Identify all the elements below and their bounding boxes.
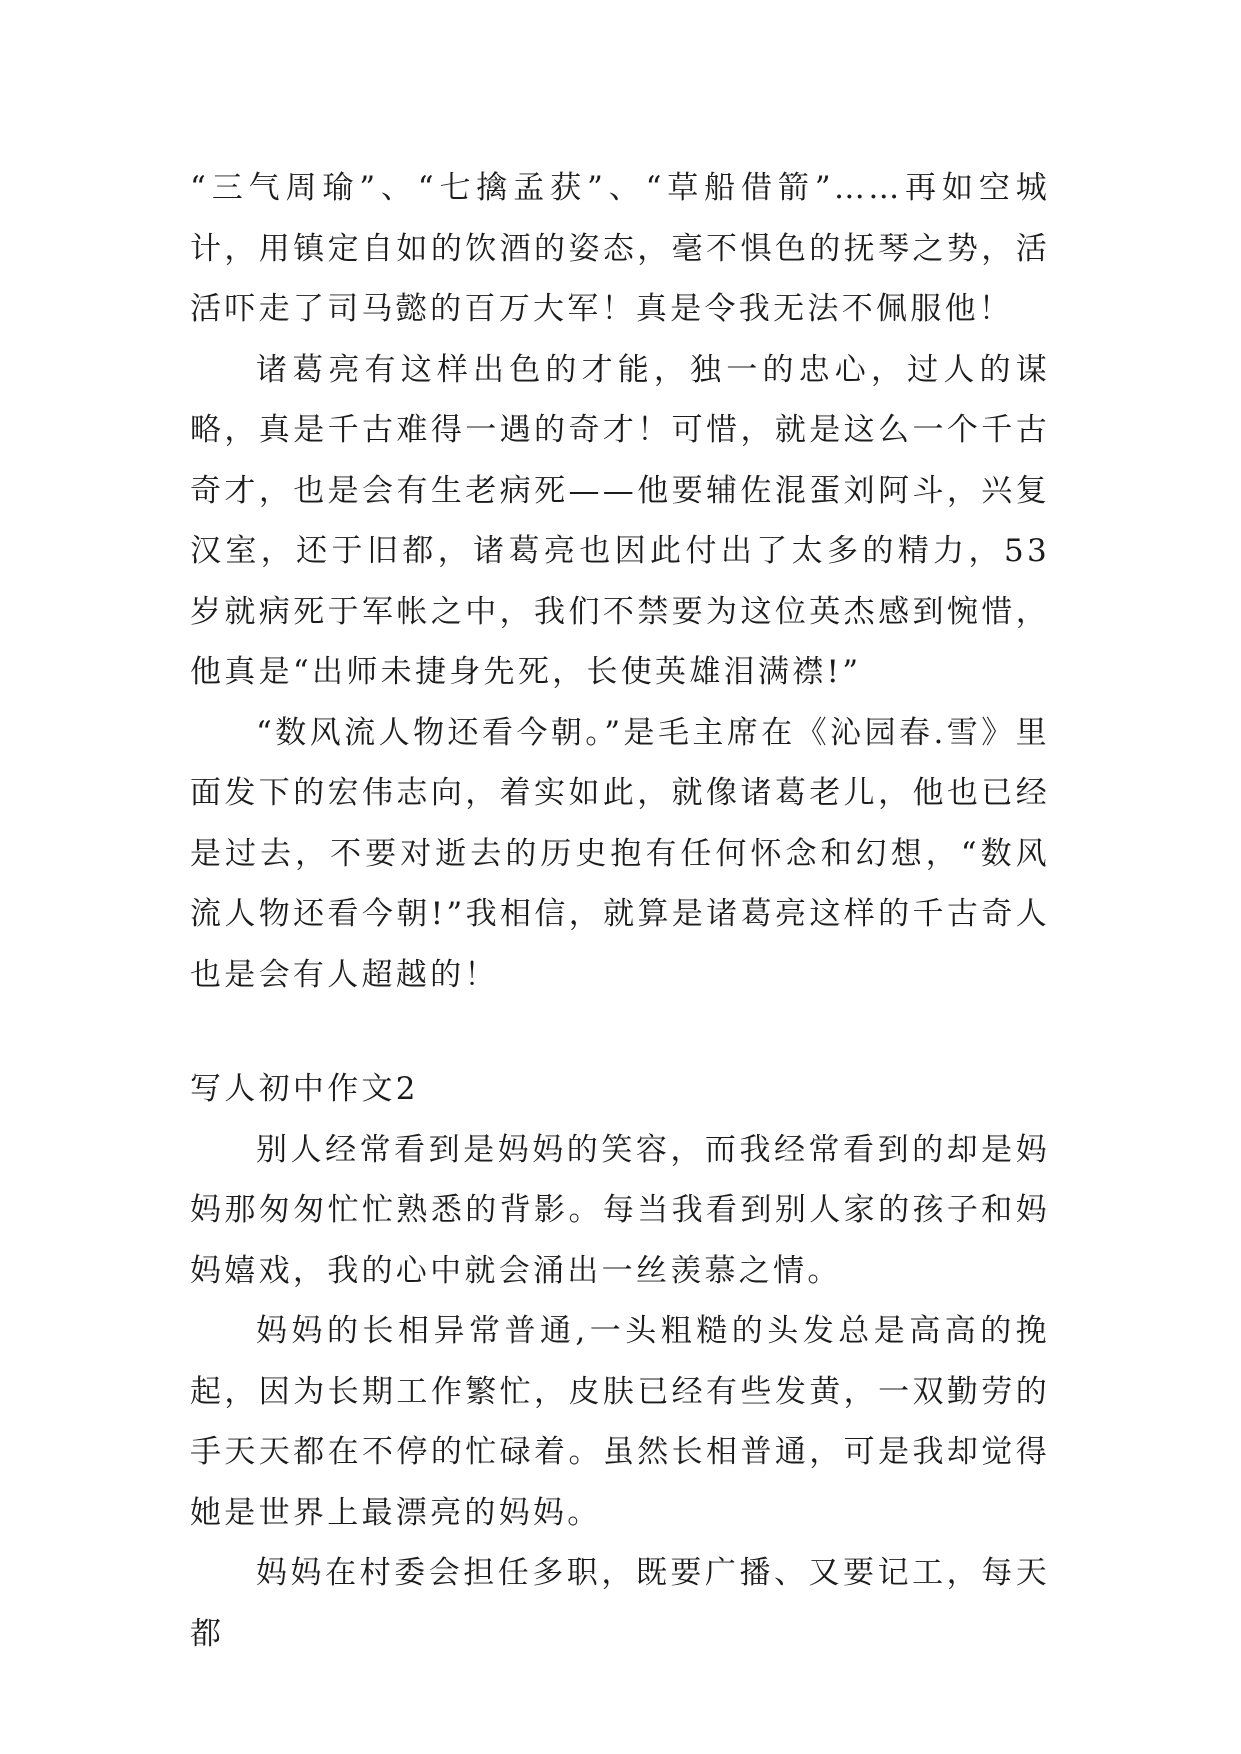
article1-paragraph-2: 诸葛亮有这样出色的才能，独一的忠心，过人的谋略，真是千古难得一遇的奇才！可惜，就是这么一个千古奇才，也是会有生老病死——他要辅佐混蛋刘阿斗，兴复汉室，还于旧都，诸葛亮也因此付出了太多的精力，53岁就病死于军帐之中，我们不禁要为这位英杰感到惋惜，他真是“出师未捷身先死，长使英雄泪满襟!” [190,351,1050,690]
article1-paragraph-3: “数风流人物还看今朝。”是毛主席在《沁园春.雪》里面发下的宏伟志向，着实如此，就像诸葛老儿，他也已经是过去，不要对逝去的历史抱有任何怀念和幻想，“数风流人物还看今朝!”我相信，就算是诸葛亮这样的千古奇人也是会有人超越的！ [190,714,1050,993]
article2-paragraph-3: 妈妈在村委会担任多职，既要广播、又要记工，每天都 [190,1555,1050,1652]
article2-title: 写人初中作文2 [190,1071,419,1107]
document-body [190,158,1050,1664]
article2-paragraph-2: 妈妈的长相异常普通,一头粗糙的头发总是高高的挽起，因为长期工作繁忙，皮肤已经有些发黄，一双勤劳的手天天都在不停的忙碌着。虽然长相普通，可是我却觉得她是世界上最漂亮的妈妈。 [190,1313,1050,1531]
article2-paragraph-1: 别人经常看到是妈妈的笑容，而我经常看到的却是妈妈那匆匆忙忙熟悉的背影。每当我看到别人家的孩子和妈妈嬉戏，我的心中就会涌出一丝羡慕之情。 [190,1131,1050,1289]
article1-paragraph-1: “三气周瑜”、“七擒孟获”、“草船借箭”……再如空城计，用镇定自如的饮酒的姿态，毫不惧色的抚琴之势，活活吓走了司马懿的百万大军！真是令我无法不佩服他！ [190,170,1050,327]
